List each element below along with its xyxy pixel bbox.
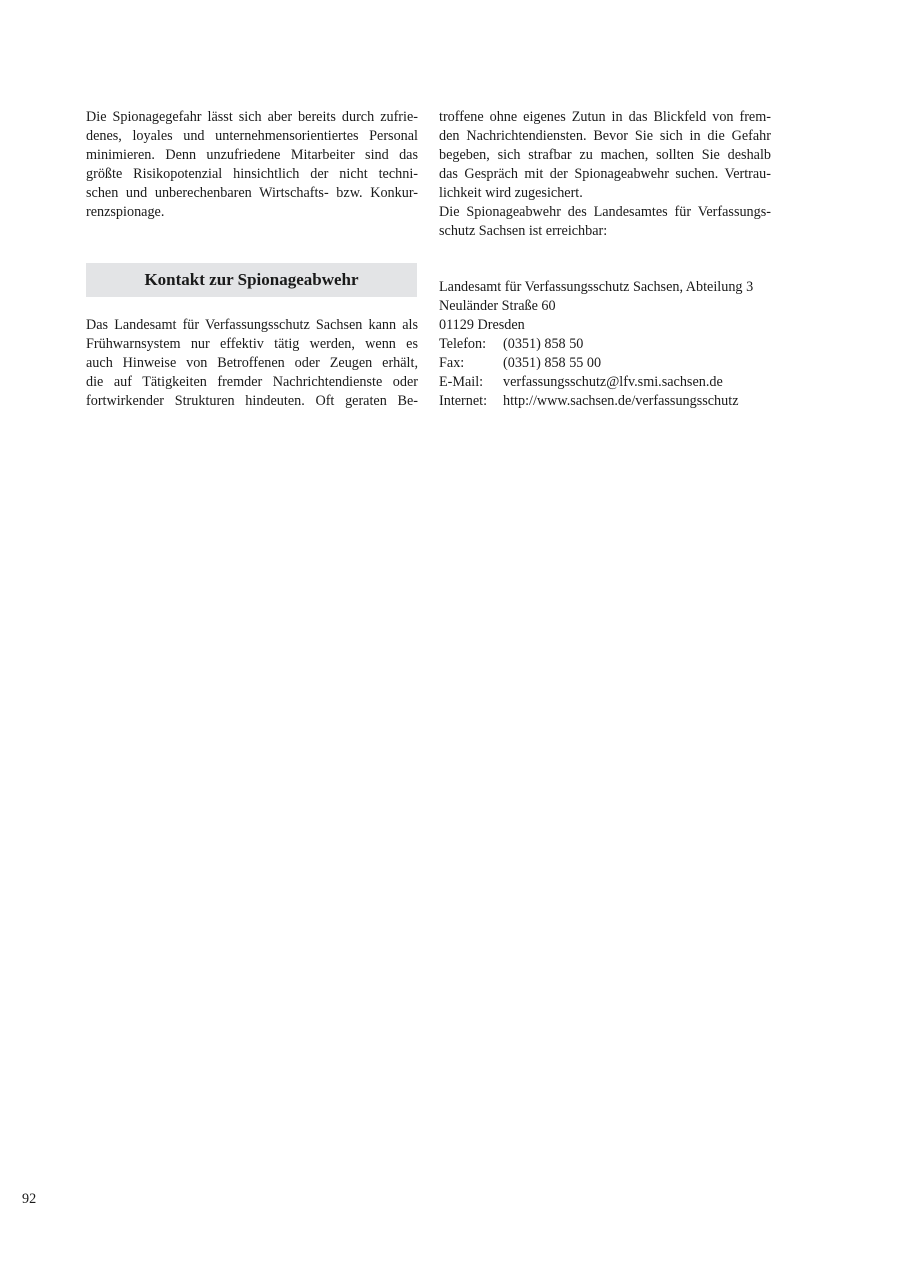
- text-line: minimieren. Denn unzufriedene Mitarbeiter sind das: [86, 147, 418, 163]
- text-line: größte Risikopotenzial hinsichtlich der nicht techni-: [86, 166, 418, 182]
- text-line: den Nachrichtendiensten. Bevor Sie sich in die Gefahr: [439, 128, 771, 144]
- text-line: troffene ohne eigenes Zutun in das Blickfeld von frem-: [439, 109, 771, 125]
- text-line: renzspionage.: [86, 204, 165, 220]
- text-line: Das Landesamt für Verfassungsschutz Sachsen kann als: [86, 317, 418, 333]
- text-line: fortwirkender Strukturen hindeuten. Oft geraten Be-: [86, 393, 418, 409]
- contact-row-email: [439, 373, 799, 392]
- contact-label: Telefon:: [439, 336, 487, 352]
- text-line: Die Spionageabwehr des Landesamtes für Verfassungs-: [439, 204, 771, 220]
- contact-label: Fax:: [439, 355, 465, 371]
- contact-row-telefon: [439, 335, 799, 354]
- contact-label: Internet:: [439, 393, 488, 409]
- left-column-paragraph-1: [86, 108, 418, 222]
- city: 01129 Dresden: [439, 317, 525, 333]
- contact-label: E-Mail:: [439, 374, 484, 390]
- text-line: schen und unberechenbaren Wirtschafts- bzw. Konkur-: [86, 185, 418, 201]
- left-column-paragraph-2: [86, 316, 418, 411]
- page-number: 92: [22, 1191, 37, 1207]
- contact-row-fax: [439, 354, 799, 373]
- phone-number: (0351) 858 50: [503, 336, 584, 352]
- right-column-paragraph: [439, 108, 771, 241]
- text-line: die auf Tätigkeiten fremder Nachrichtendienste oder: [86, 374, 418, 390]
- text-line: Frühwarnsystem nur effektiv tätig werden, wenn es: [86, 336, 418, 352]
- text-line: lichkeit wird zugesichert.: [439, 185, 583, 201]
- text-line: denes, loyales und unternehmensorientiertes Personal: [86, 128, 418, 144]
- street: Neuländer Straße 60: [439, 298, 556, 314]
- email-address: verfassungsschutz@lfv.smi.sachsen.de: [503, 374, 723, 390]
- fax-number: (0351) 858 55 00: [503, 355, 602, 371]
- text-line: auch Hinweise von Betroffenen oder Zeugen erhält,: [86, 355, 418, 371]
- organization-name: Landesamt für Verfassungsschutz Sachsen, Abteilung 3: [439, 279, 754, 295]
- text-line: Die Spionagegefahr lässt sich aber bereits durch zufrie-: [86, 109, 418, 125]
- contact-row-internet: [439, 392, 799, 411]
- section-heading: Kontakt zur Spionageabwehr: [86, 263, 417, 297]
- text-line: das Gespräch mit der Spionageabwehr suchen. Vertrau-: [439, 166, 771, 182]
- address-city: [439, 316, 799, 335]
- website-url: http://www.sachsen.de/verfassungsschutz: [503, 393, 739, 409]
- address-street: [439, 297, 799, 316]
- text-line: schutz Sachsen ist erreichbar:: [439, 223, 608, 239]
- contact-address-block: [439, 278, 799, 411]
- address-org: [439, 278, 799, 297]
- text-line: begeben, sich strafbar zu machen, sollten Sie deshalb: [439, 147, 771, 163]
